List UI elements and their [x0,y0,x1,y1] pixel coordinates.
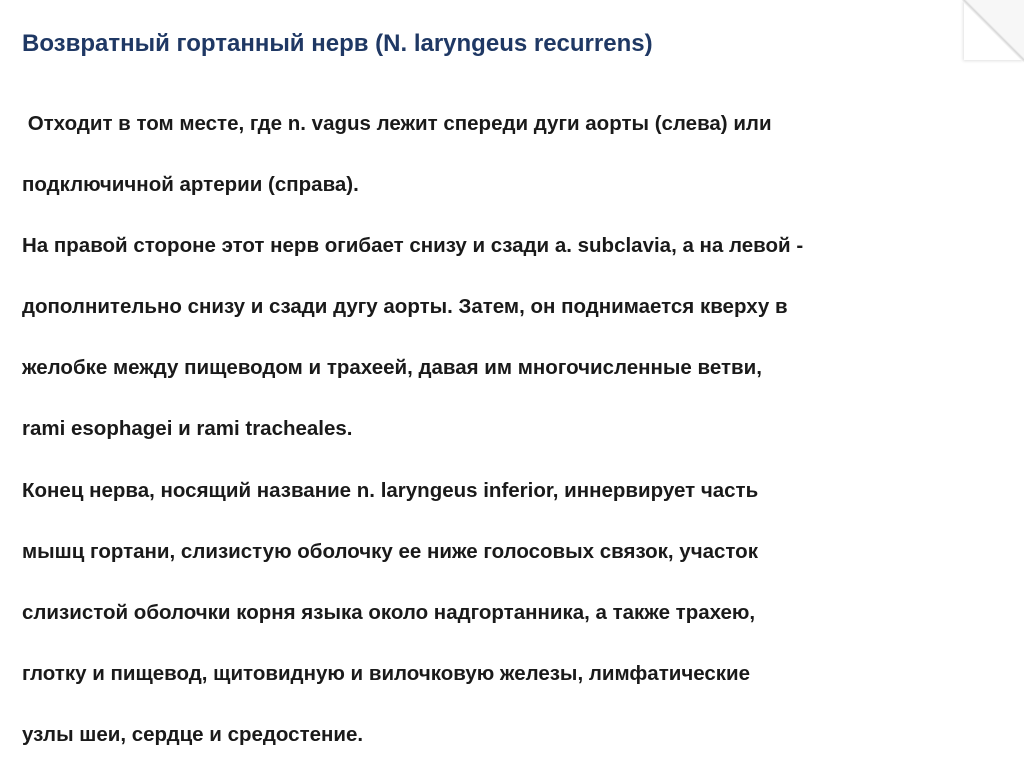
body-line: Отходит в том месте, где n. vagus лежит спереди дуги аорты (слева) или [22,112,772,135]
body-line: узлы шеи, сердце и средостение. [22,722,364,746]
body-line: слизистой оболочки корня языка около надгортанника, а также трахею, [22,600,756,624]
body-line: глотку и пищевод, щитовидную и вилочковую железы, лимфатические [22,661,751,685]
slide-body [22,93,803,765]
body-line: Конец нерва, носящий название n. laryngeus inferior, иннервирует часть [22,478,759,502]
slide-title: Возвратный гортанный нерв (N. laryngeus recurrens) [22,30,653,57]
body-line: мышц гортани, слизистую оболочку ее ниже голосовых связок, участок [22,539,758,563]
body-line: дополнительно снизу и сзади дугу аорты. Затем, он поднимается кверху в [22,295,788,319]
body-line: rami esophagei и rami tracheales. [22,417,353,441]
page-curl-corner [964,0,1024,60]
body-line: На правой стороне этот нерв огибает снизу и сзади а. subclavia, а на левой - [22,234,804,258]
body-line: желобке между пищеводом и трахеей, давая им многочисленные ветви, [22,356,762,380]
body-line: подключичной артерии (справа). [22,173,359,197]
